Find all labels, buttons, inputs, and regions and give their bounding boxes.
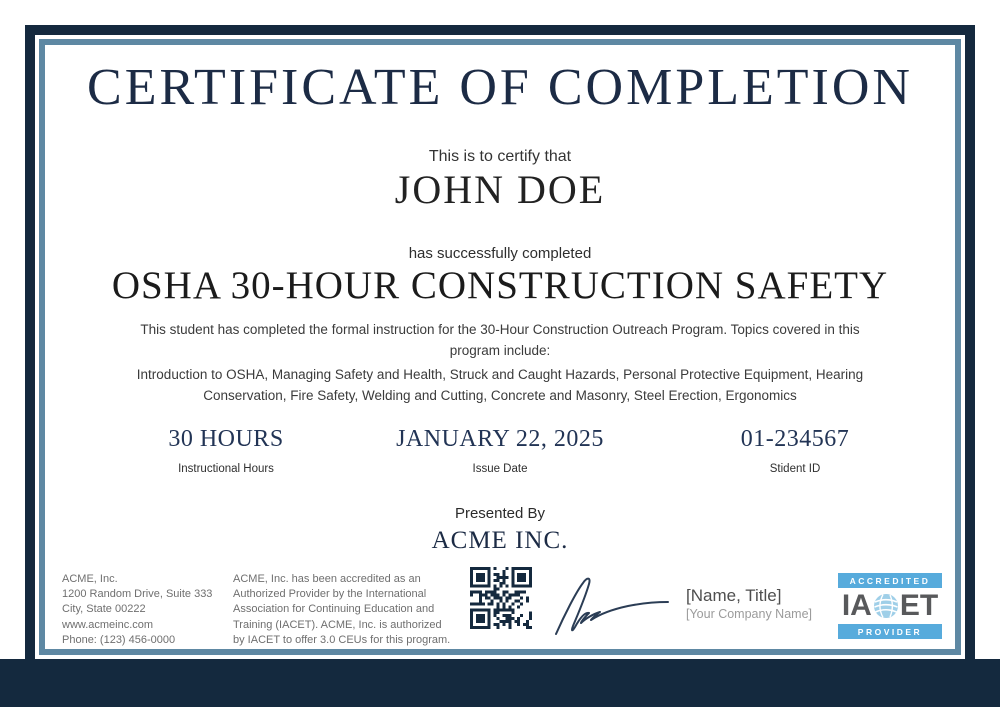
stat-student-id — [675, 426, 915, 475]
certify-line: This is to certify that — [428, 148, 572, 165]
address-line: www.acmeinc.com — [62, 618, 154, 631]
qr-code-image — [470, 567, 532, 629]
stat-instructional-hours — [106, 426, 346, 475]
globe-icon — [873, 593, 899, 619]
presented-by-label: Presented By — [454, 505, 546, 522]
address-line: Phone: (123) 456-0000 — [62, 633, 176, 646]
stat-id-value: 01-234567 — [740, 426, 850, 452]
qr-code — [470, 567, 532, 629]
certificate-title: CERTIFICATE OF COMPLETION — [87, 59, 913, 116]
signatory-company: [Your Company Name] — [686, 607, 812, 621]
course-title: OSHA 30-HOUR CONSTRUCTION SAFETY — [111, 264, 889, 307]
stat-date-label: Issue Date — [472, 463, 528, 475]
accreditation-text: ACME, Inc. has been accredited as an Authorized Provider by the International Association for Continuing Education and Training (IACET). ACME, Inc. is authorized by IACET to offer 3.0 CEUs for this program. — [233, 573, 451, 646]
stat-id-label: Stident ID — [769, 463, 821, 475]
badge-word-right: ET — [899, 589, 939, 622]
company-address-block — [62, 572, 237, 648]
stat-hours-value: 30 HOURS — [168, 426, 284, 452]
completed-line: has successfully completed — [408, 245, 592, 262]
stat-date-value: JANUARY 22, 2025 — [396, 426, 604, 452]
bottom-navy-band — [0, 659, 1000, 707]
signature — [548, 570, 673, 640]
program-description: This student has completed the formal instruction for the 30-Hour Construction Outreach Program. Topics covered in this program include: — [140, 322, 860, 358]
badge-iacet-wordmark — [838, 588, 942, 624]
address-line: 1200 Random Drive, Suite 333 — [62, 588, 213, 601]
address-line: City, State 00222 — [62, 603, 146, 616]
badge-provider-bar: PROVIDER — [838, 624, 942, 639]
address-line: ACME, Inc. — [62, 573, 118, 585]
presenter-name: ACME INC. — [431, 527, 569, 554]
stat-issue-date — [350, 426, 650, 475]
badge-word-left: IA — [841, 589, 872, 622]
recipient-name: JOHN DOE — [394, 167, 606, 212]
badge-accredited-bar: ACCREDITED — [838, 573, 942, 588]
iacet-accredited-provider-badge — [838, 573, 942, 639]
topics-list: Introduction to OSHA, Managing Safety and Health, Struck and Caught Hazards, Personal Protective Equipment, Hearing Conservation, Fire Safety, Welding and Cutting, Concrete and Masonry, Steel Erection, Ergonomics — [136, 367, 864, 403]
signatory-name-title: [Name, Title] — [686, 586, 782, 605]
stat-hours-label: Instructional Hours — [178, 463, 274, 475]
signature-stroke-icon — [548, 570, 673, 640]
